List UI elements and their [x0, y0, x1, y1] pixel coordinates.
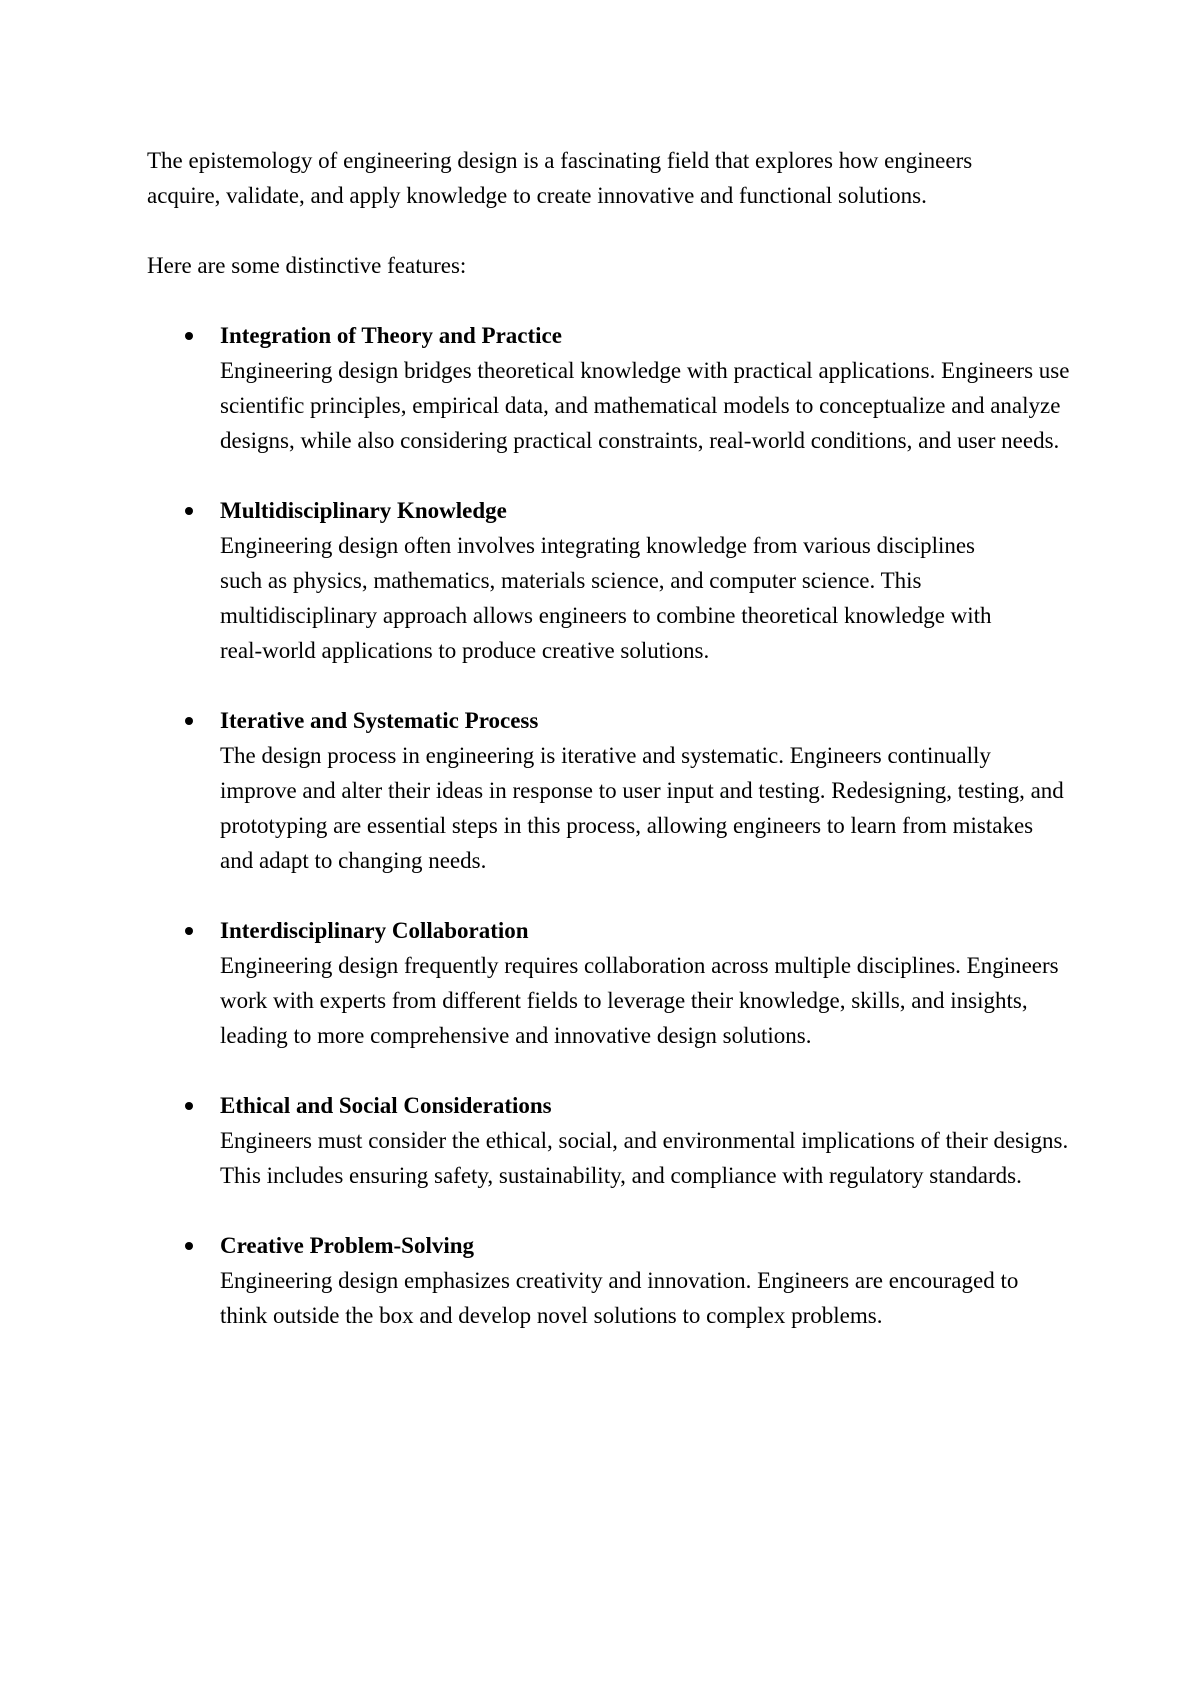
- feature-description: Engineering design often involves integrating knowledge from various disciplines such as physics, mathematics, materials science, and computer science. This multidisciplinary approach allows engineers to combine theoretical knowledge with real-world applications to produce creative solutions.: [220, 533, 992, 663]
- feature-title: Integration of Theory and Practice: [220, 323, 562, 348]
- feature-item: [147, 493, 1067, 668]
- feature-description: Engineering design emphasizes creativity and innovation. Engineers are encouraged to think outside the box and develop novel solutions to complex problems.: [220, 1268, 1019, 1328]
- bullet-icon: [185, 332, 193, 340]
- intro-paragraph: The epistemology of engineering design is a fascinating field that explores how engineers acquire, validate, and apply knowledge to create innovative and functional solutions.: [147, 148, 973, 208]
- bullet-icon: [185, 1242, 193, 1250]
- feature-item: [147, 1228, 1067, 1333]
- feature-item: [147, 703, 1067, 878]
- bullet-icon: [185, 1102, 193, 1110]
- feature-item: [147, 318, 1070, 458]
- feature-description: Engineering design bridges theoretical knowledge with practical applications. Engineers use scientific principles, empirical data, and mathematical models to conceptualize and analyze designs, while also considering practical constraints, real-world conditions, and user needs.: [220, 358, 1070, 453]
- bullet-icon: [185, 717, 193, 725]
- feature-description: Engineering design frequently requires collaboration across multiple disciplines. Engineers work with experts from different fields to leverage their knowledge, skills, and insights, leading to more comprehensive and innovative design solutions.: [220, 953, 1059, 1048]
- bullet-icon: [185, 507, 193, 515]
- feature-item: [147, 1088, 1067, 1193]
- feature-title: Interdisciplinary Collaboration: [220, 918, 529, 943]
- feature-title: Iterative and Systematic Process: [220, 708, 539, 733]
- feature-title: Ethical and Social Considerations: [220, 1093, 552, 1118]
- feature-item: [147, 913, 1067, 1053]
- bullet-icon: [185, 927, 193, 935]
- lead-paragraph: Here are some distinctive features:: [147, 253, 467, 278]
- feature-title: Multidisciplinary Knowledge: [220, 498, 507, 523]
- document-body: [147, 143, 1070, 1333]
- feature-description: The design process in engineering is iterative and systematic. Engineers continually improve and alter their ideas in response to user input and testing. Redesigning, testing, and prototyping are essential steps in this process, allowing engineers to learn from mistakes and adapt to changing needs.: [220, 743, 1064, 873]
- feature-title: Creative Problem-Solving: [220, 1233, 475, 1258]
- feature-list: [147, 318, 1070, 1333]
- feature-description: Engineers must consider the ethical, social, and environmental implications of their designs. This includes ensuring safety, sustainability, and compliance with regulatory standards.: [220, 1128, 1069, 1188]
